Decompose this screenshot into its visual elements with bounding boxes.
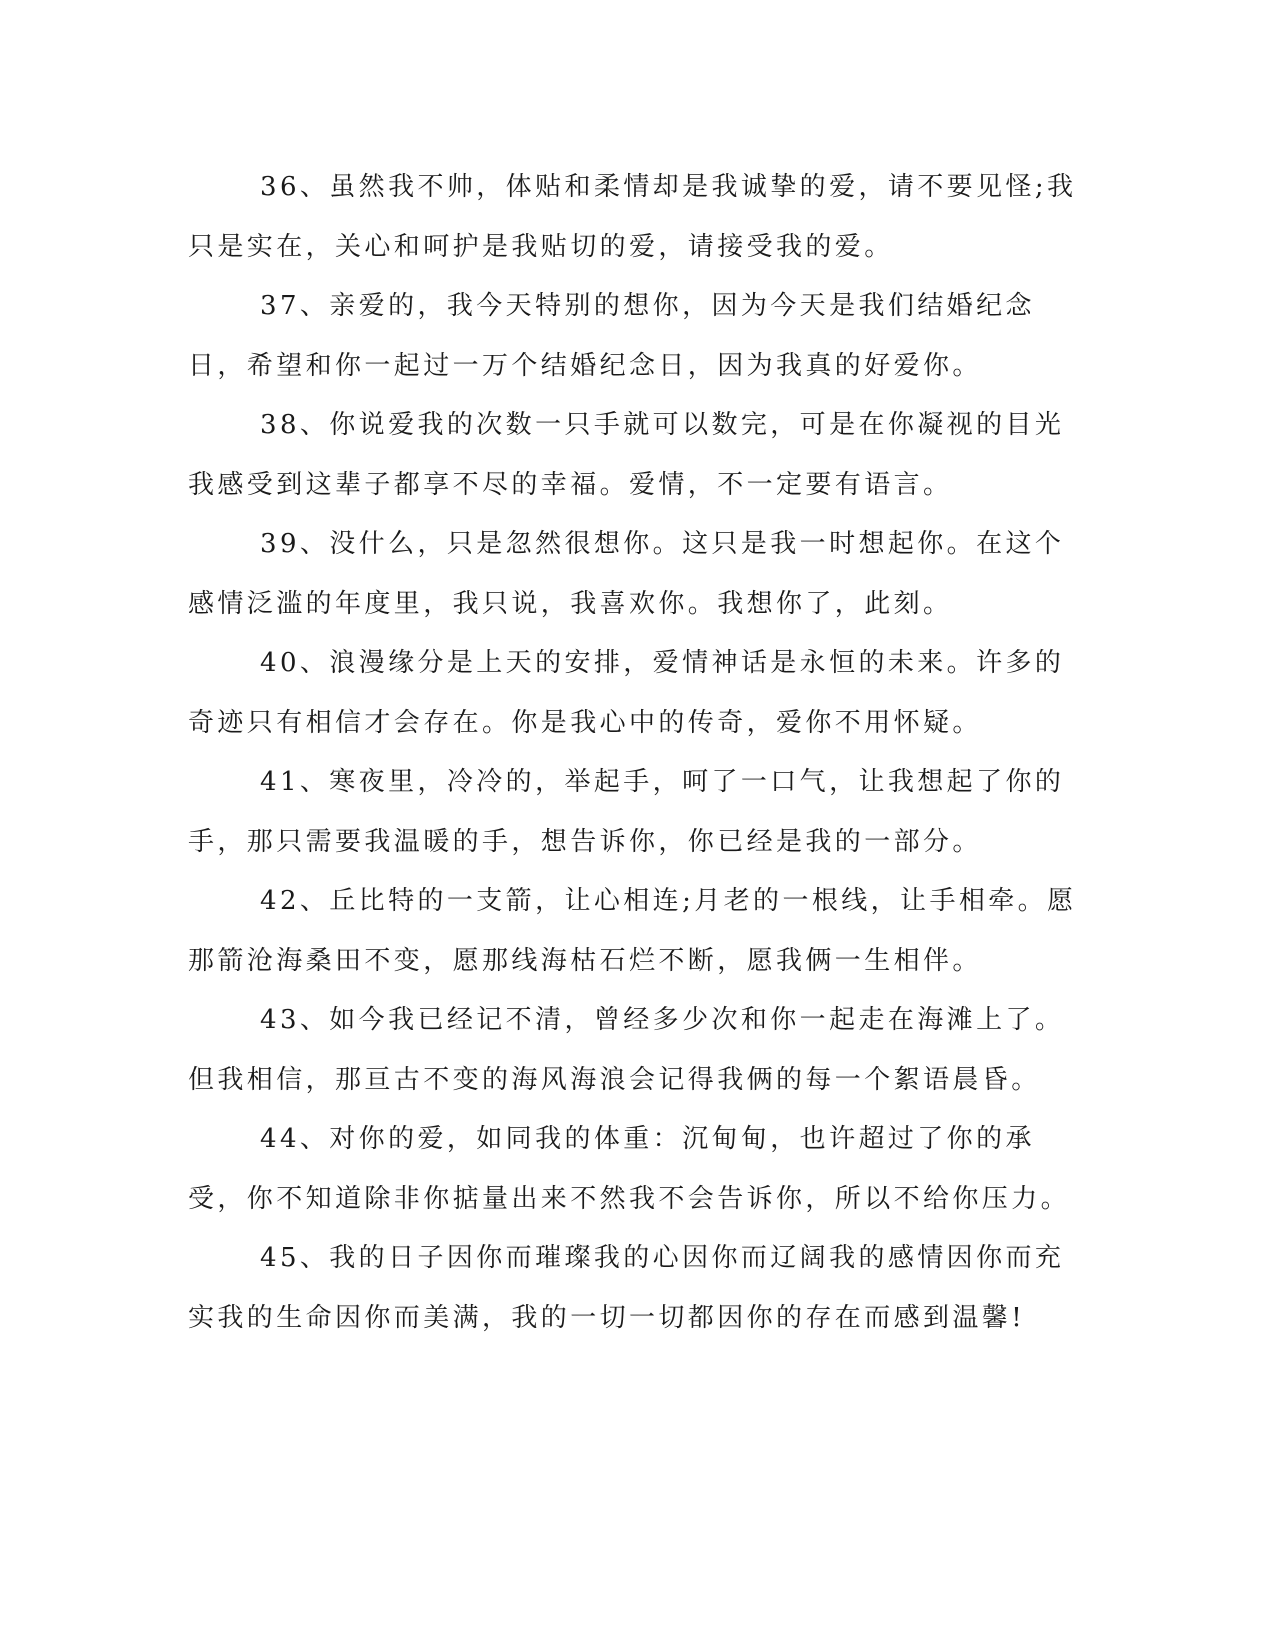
paragraph-39: 39、没什么，只是忽然很想你。这只是我一时想起你。在这个感情泛滥的年度里，我只说，我喜欢你。我想你了，此刻。 [188, 529, 1065, 619]
document-body [188, 158, 1078, 1348]
paragraph-36: 36、虽然我不帅，体贴和柔情却是我诚挚的爱，请不要见怪;我只是实在，关心和呵护是我贴切的爱，请接受我的爱。 [188, 172, 1077, 262]
paragraph-37: 37、亲爱的，我今天特别的想你，因为今天是我们结婚纪念日，希望和你一起过一万个结婚纪念日，因为我真的好爱你。 [188, 291, 1035, 381]
paragraph-40: 40、浪漫缘分是上天的安排，爱情神话是永恒的未来。许多的奇迹只有相信才会存在。你是我心中的传奇，爱你不用怀疑。 [188, 648, 1065, 738]
paragraph-38: 38、你说爱我的次数一只手就可以数完，可是在你凝视的目光我感受到这辈子都享不尽的幸福。爱情，不一定要有语言。 [188, 410, 1065, 500]
paragraph-44: 44、对你的爱，如同我的体重：沉甸甸，也许超过了你的承受，你不知道除非你掂量出来不然我不会告诉你，所以不给你压力。 [188, 1124, 1071, 1214]
paragraph-42: 42、丘比特的一支箭，让心相连;月老的一根线，让手相牵。愿那箭沧海桑田不变，愿那线海枯石烂不断，愿我俩一生相伴。 [188, 886, 1077, 976]
paragraph-45: 45、我的日子因你而璀璨我的心因你而辽阔我的感情因你而充实我的生命因你而美满，我的一切一切都因你的存在而感到温馨! [188, 1243, 1065, 1333]
paragraph-43: 43、如今我已经记不清，曾经多少次和你一起走在海滩上了。但我相信，那亘古不变的海风海浪会记得我俩的每一个絮语晨昏。 [188, 1005, 1065, 1095]
paragraph-41: 41、寒夜里，冷冷的，举起手，呵了一口气，让我想起了你的手，那只需要我温暖的手，想告诉你，你已经是我的一部分。 [188, 767, 1065, 857]
